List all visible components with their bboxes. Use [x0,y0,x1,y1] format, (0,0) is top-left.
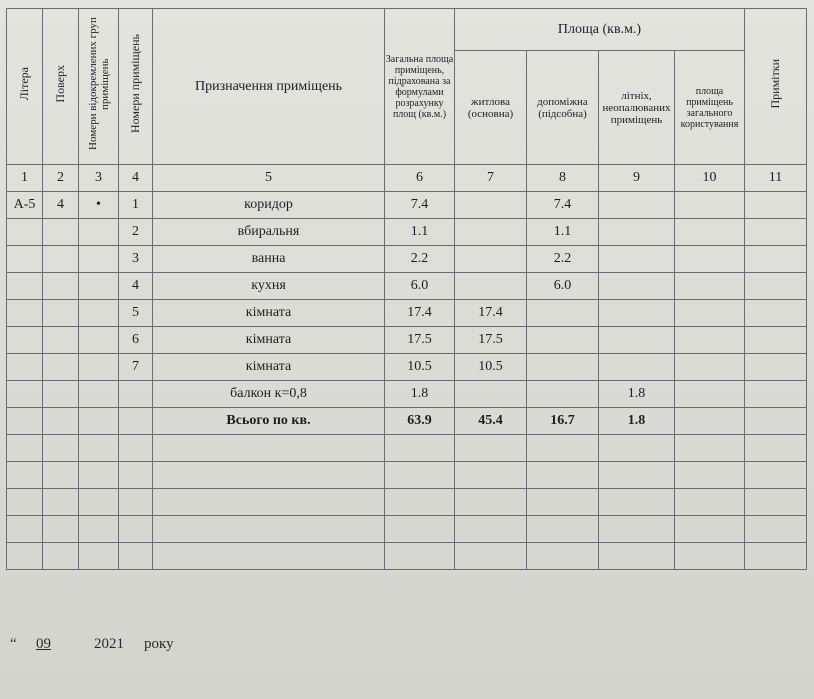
empty-cell [7,489,43,516]
empty-cell [675,516,745,543]
common-area-cell [675,219,745,246]
common-area-cell [675,192,745,219]
header-litera: Літера [7,9,43,165]
living-area-cell [455,273,527,300]
header-row-1 [7,9,807,51]
empty-cell [79,435,119,462]
empty-cell [675,462,745,489]
empty-cell [153,489,385,516]
empty-cell [43,543,79,570]
empty-cell [599,543,675,570]
group-cell [79,219,119,246]
aux-area-cell [527,327,599,354]
aux-area-cell [527,300,599,327]
litera-cell [7,246,43,273]
empty-cell [455,435,527,462]
summer-area-cell [599,246,675,273]
floor-cell [43,300,79,327]
empty-cell [79,462,119,489]
room-number-cell [119,408,153,435]
empty-cell [455,516,527,543]
notes-cell [745,246,807,273]
empty-row [7,489,807,516]
empty-cell [119,462,153,489]
notes-cell [745,381,807,408]
floor-cell: 4 [43,192,79,219]
header-total-area: Загальна площа приміщень, підрахована за формулами розрахунку площ (кв.м.) [385,9,455,165]
group-cell [79,381,119,408]
summer-area-cell [599,327,675,354]
empty-cell [119,489,153,516]
table-row [7,381,807,408]
header-common: площа приміщень загального користування [675,51,745,165]
header-groups: Номери відокремлених груп приміщень [79,9,119,165]
empty-row [7,462,807,489]
empty-cell [675,489,745,516]
column-number-row [7,165,807,192]
column-number: 11 [745,165,807,192]
notes-cell [745,327,807,354]
total-area-cell: 2.2 [385,246,455,273]
table-row [7,327,807,354]
room-number-cell: 7 [119,354,153,381]
group-cell [79,300,119,327]
empty-cell [79,489,119,516]
common-area-cell [675,408,745,435]
room-name-cell: кімната [153,327,385,354]
litera-cell: А-5 [7,192,43,219]
litera-cell [7,408,43,435]
room-number-cell: 1 [119,192,153,219]
empty-cell [7,516,43,543]
date-day: 09 [36,636,51,652]
empty-cell [153,543,385,570]
floor-cell [43,354,79,381]
date-year-word: року [144,636,174,652]
empty-cell [675,435,745,462]
empty-cell [745,516,807,543]
column-number: 5 [153,165,385,192]
empty-cell [43,462,79,489]
common-area-cell [675,381,745,408]
aux-area-sum: 16.7 [527,408,599,435]
column-number: 6 [385,165,455,192]
living-area-cell [455,246,527,273]
empty-cell [599,489,675,516]
empty-cell [527,462,599,489]
room-name-cell: коридор [153,192,385,219]
header-living: житлова (основна) [455,51,527,165]
column-number: 8 [527,165,599,192]
floor-cell [43,273,79,300]
floor-cell [43,381,79,408]
empty-cell [745,435,807,462]
header-purpose: Призначення приміщень [153,9,385,165]
empty-cell [153,435,385,462]
litera-cell [7,327,43,354]
empty-cell [153,516,385,543]
room-number-cell: 5 [119,300,153,327]
room-name-cell: кімната [153,354,385,381]
header-summer: літніх, неопалюваних приміщень [599,51,675,165]
empty-row [7,516,807,543]
total-area-cell: 1.1 [385,219,455,246]
litera-cell [7,273,43,300]
room-number-cell [119,381,153,408]
empty-cell [599,516,675,543]
notes-cell [745,300,807,327]
group-cell [79,408,119,435]
column-number: 7 [455,165,527,192]
header-floor: Поверх [43,9,79,165]
notes-cell [745,273,807,300]
common-area-cell [675,354,745,381]
floor-cell [43,246,79,273]
notes-cell [745,192,807,219]
total-area-cell: 17.4 [385,300,455,327]
column-number: 2 [43,165,79,192]
total-row [7,408,807,435]
notes-cell [745,354,807,381]
aux-area-cell [527,354,599,381]
summer-area-cell: 1.8 [599,381,675,408]
empty-cell [527,543,599,570]
table-row [7,300,807,327]
notes-cell [745,408,807,435]
total-area-cell: 1.8 [385,381,455,408]
table-row [7,219,807,246]
litera-cell [7,300,43,327]
summer-area-cell [599,300,675,327]
total-area-cell: 7.4 [385,192,455,219]
summer-area-cell [599,354,675,381]
litera-cell [7,354,43,381]
group-cell: • [79,192,119,219]
date-open-quote: “ [10,636,17,652]
empty-cell [527,435,599,462]
empty-cell [455,489,527,516]
empty-cell [745,543,807,570]
empty-cell [599,462,675,489]
empty-cell [385,462,455,489]
floor-area-table [6,8,807,570]
empty-cell [385,516,455,543]
column-number: 3 [79,165,119,192]
summer-area-cell [599,192,675,219]
empty-cell [119,435,153,462]
room-number-cell: 4 [119,273,153,300]
empty-cell [385,489,455,516]
column-number: 4 [119,165,153,192]
living-area-cell [455,219,527,246]
column-number: 9 [599,165,675,192]
empty-cell [385,543,455,570]
living-area-cell: 17.4 [455,300,527,327]
date-year: 2021 [94,636,124,652]
floor-cell [43,219,79,246]
table-row [7,192,807,219]
total-label: Всього по кв. [153,408,385,435]
common-area-cell [675,246,745,273]
empty-cell [599,435,675,462]
total-area-sum: 63.9 [385,408,455,435]
aux-area-cell: 2.2 [527,246,599,273]
empty-cell [455,543,527,570]
room-name-cell: вбиральня [153,219,385,246]
total-area-cell: 17.5 [385,327,455,354]
header-room-numbers: Номери приміщень [119,9,153,165]
litera-cell [7,381,43,408]
summer-area-cell [599,273,675,300]
floor-cell [43,408,79,435]
aux-area-cell: 7.4 [527,192,599,219]
summer-area-cell [599,219,675,246]
living-area-cell: 17.5 [455,327,527,354]
table-row [7,273,807,300]
room-name-cell: кімната [153,300,385,327]
header-area-group: Площа (кв.м.) [455,9,745,51]
group-cell [79,327,119,354]
table-row [7,246,807,273]
header-auxiliary: допоміжна (підсобна) [527,51,599,165]
empty-cell [119,516,153,543]
common-area-cell [675,273,745,300]
empty-cell [675,543,745,570]
empty-cell [119,543,153,570]
aux-area-cell: 1.1 [527,219,599,246]
common-area-cell [675,300,745,327]
room-name-cell: балкон к=0,8 [153,381,385,408]
group-cell [79,246,119,273]
column-number: 1 [7,165,43,192]
table-row [7,354,807,381]
empty-cell [527,489,599,516]
empty-cell [43,516,79,543]
living-area-cell: 10.5 [455,354,527,381]
empty-cell [43,435,79,462]
common-area-cell [675,327,745,354]
empty-row [7,543,807,570]
empty-cell [745,489,807,516]
total-area-cell: 6.0 [385,273,455,300]
room-number-cell: 2 [119,219,153,246]
empty-cell [527,516,599,543]
room-number-cell: 3 [119,246,153,273]
empty-row [7,435,807,462]
empty-cell [455,462,527,489]
empty-cell [153,462,385,489]
empty-cell [43,489,79,516]
empty-cell [79,543,119,570]
floor-cell [43,327,79,354]
notes-cell [745,219,807,246]
room-number-cell: 6 [119,327,153,354]
group-cell [79,273,119,300]
empty-cell [79,516,119,543]
litera-cell [7,219,43,246]
living-area-sum: 45.4 [455,408,527,435]
empty-cell [7,462,43,489]
empty-cell [7,435,43,462]
header-notes: Примітки [745,9,807,165]
room-name-cell: ванна [153,246,385,273]
group-cell [79,354,119,381]
summer-area-sum: 1.8 [599,408,675,435]
aux-area-cell [527,381,599,408]
empty-cell [745,462,807,489]
room-name-cell: кухня [153,273,385,300]
aux-area-cell: 6.0 [527,273,599,300]
empty-cell [7,543,43,570]
living-area-cell [455,192,527,219]
empty-cell [385,435,455,462]
total-area-cell: 10.5 [385,354,455,381]
column-number: 10 [675,165,745,192]
living-area-cell [455,381,527,408]
